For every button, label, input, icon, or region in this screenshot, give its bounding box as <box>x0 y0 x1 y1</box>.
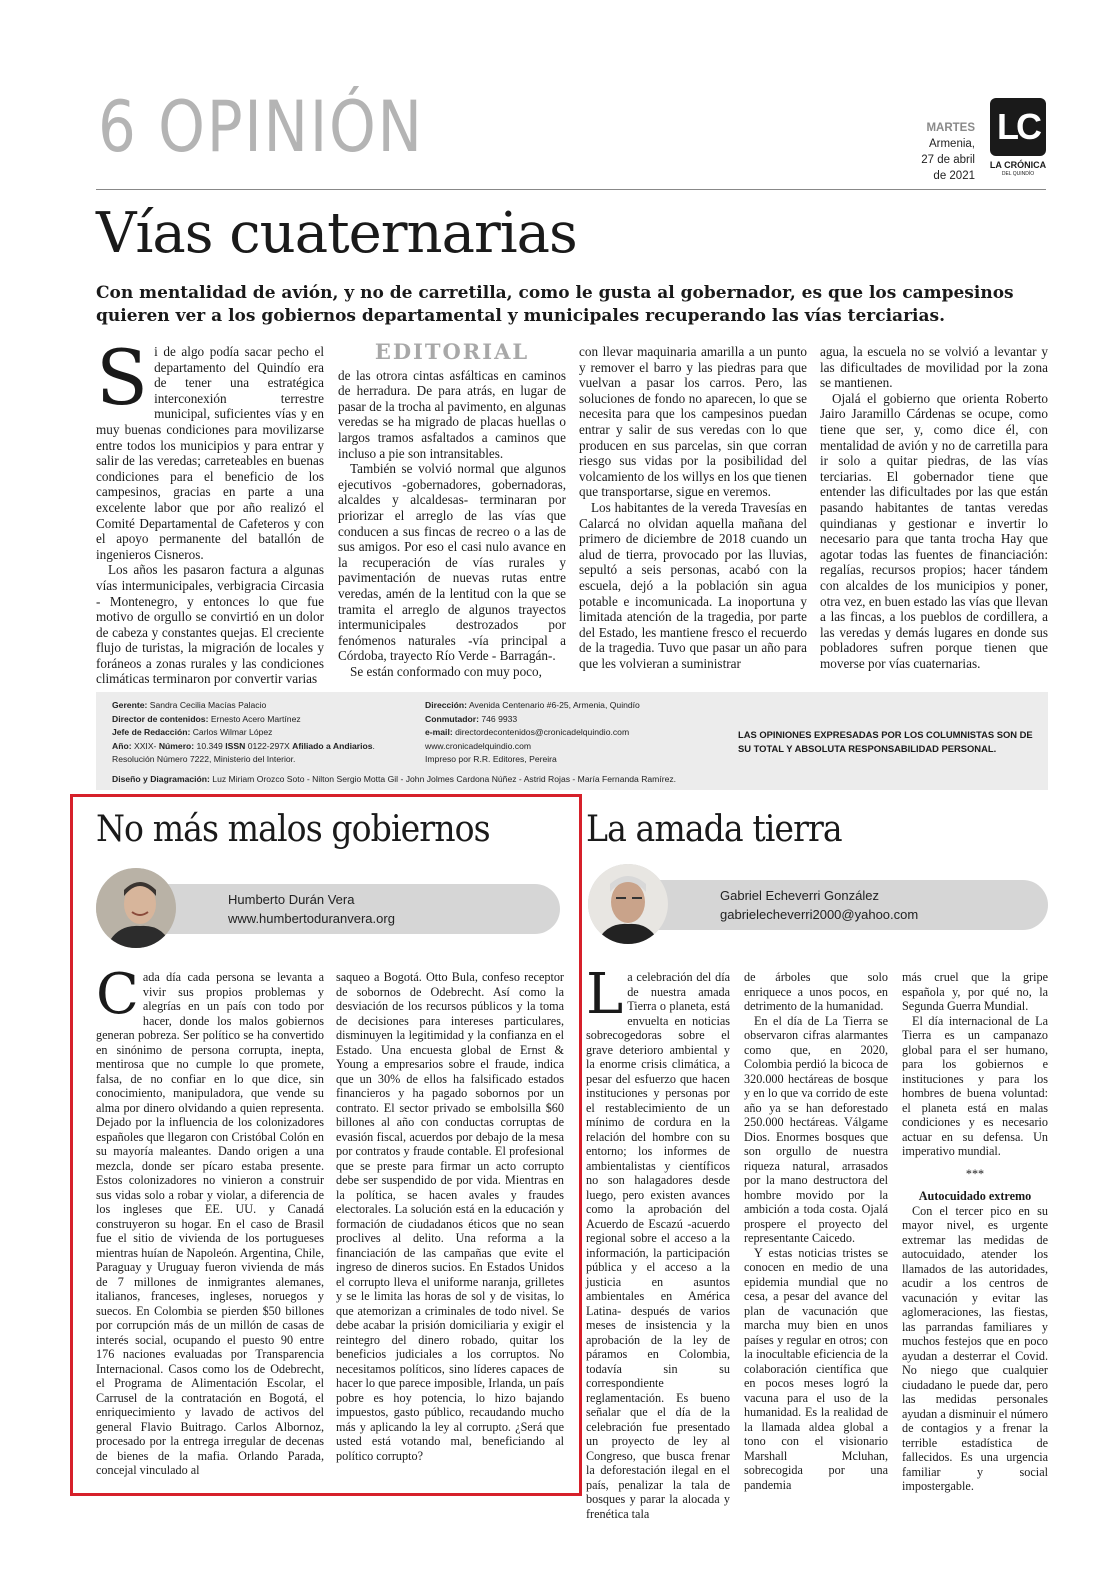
paragraph: de árboles que solo enriquece a unos pocos, en detrimento de la humanidad. <box>744 970 888 1013</box>
author-block-left <box>228 890 395 928</box>
email-link[interactable]: directordecontenidos@cronicadelquindio.com <box>455 727 630 737</box>
paragraph: a celebración del día de nuestra amada Tierra o planeta, está envuelta en noticias sobrecogedoras sobre el grave deterioro ambiental y la enorme crisis climática, a pesar del esfuerzo que hacen instituciones y personas por el restablecimiento de un mínimo de cordura en la relación del hombre con su entorno; los informes de ambientalistas y científicos no son halagadores desde luego, pero existen avances como la aprobación del Acuerdo de Escazú -acuerdo regional sobre el acceso a la información, la participación pública y el acceso a la justicia en asuntos ambientales en América Latina- después de varios meses de insistencia y la aprobación de la ley de páramos en Colombia, todavía sin su correspondiente reglamentación. Es bueno señalar que el día de la celebración fue presentado un proyecto de ley al Congreso, que busca frenar la deforestación ilegal en el país, penalizar la tala de bosques y parar la alocada y frenética tala <box>586 970 730 1521</box>
staff-value: Impreso por R.R. Editores, Pereira <box>425 754 557 764</box>
author-avatar-right <box>588 864 668 944</box>
editorial-column-4 <box>820 344 1048 671</box>
paragraph: agua, la escuela no se volvió a levantar y las dificultades de movilidad por la zona se mantienen. <box>820 344 1048 391</box>
dropcap: L <box>586 962 624 1027</box>
author-name: Humberto Durán Vera <box>228 892 355 907</box>
date-line-1: 27 de abril <box>921 154 975 166</box>
paragraph: También se volvió normal que algunos ejecutivos -gobernadores, gobernadoras, alcaldes y alcaldesas- terminaran por priorizar el arreglo de las vías que conducen a sus fincas de recreo o a las de sus amigos. Por eso el casi nulo avance en la recuperación de vías rurales y pavimentación de nuevas rutas entre veredas, amén de la lentitud con la que se tramita el arreglo de algunos trayectos intermunicipales destrozados por fenómenos naturales -vía principal a Córdoba, trayecto Río Verde - Barragán-. <box>338 461 566 664</box>
editorial-column-3 <box>579 344 807 671</box>
staff-value: Luz Miriam Orozco Soto - Nilton Sergio Motta Gil - John Jolmes Cardona Núñez - Astrid Rojas - María Fernanda Ramírez. <box>212 774 677 784</box>
issue-date <box>900 120 975 184</box>
paragraph: con llevar maquinaria amarilla a un punto y remover el barro y las piedras para que vuelvan a pasar los carros. Pero, las soluciones de fondo no aparecen, lo que se necesita para que los campesinos puedan entrar y salir de sus veredas con lo que producen en sus parcelas, sin que corran riesgo sus vidas por la posibilidad del volcamiento de los willys en los que tienen que transportarse, sigue en veremos. <box>579 344 807 500</box>
paragraph: i de algo podía sacar pecho el departamento del Quindío era de tener una estratégica interconexión terrestre municipal, suficientes vías y en muy buenas condiciones para movilizarse entre todos los municipios y para entrar y salir de las veredas; carreteables en buenas condiciones para el beneficio de los campesinos, gracias en parte a una excelente labor que por año realizó el Comité Departamental de Cafeteros y con el apoyo permanente del batallón de ingenieros Cisneros. <box>96 344 324 562</box>
staff-value: Carlos Wilmar López <box>192 727 273 737</box>
subheading: Autocuidado extremo <box>918 1189 1032 1203</box>
section-title: 6 OPINIÓN <box>98 86 424 168</box>
column-title-right: La amada tierra <box>586 809 842 850</box>
paragraph: saqueo a Bogotá. Otto Bula, confeso receptor de sobornos de Odebrecht. Así como la desviación de los recursos públicos y la toma de decisiones para intereses particulares, disminuyen la legitimidad y la confianza en el Estado. Una encuesta global de Ernst & Young a empresarios sobre el fraude, indica que un 30% de ellos ha falsificado estados financieros y ha pagado sobornos por un contrato. El sector privado se embolsilla $60 billones al año con conductas corruptas de evasión fiscal, acuerdos por debajo de la mesa por contratos y fraude contable. El profesional que se preste para firmar un acto corrupto debe ser suspendido de por vida. Mientras en la política, se hacen avales y fraudes electorales. La solución está en la educación y formación de ciudadanos éticos que no sean proclives al delito. Una reforma a la financiación de las campañas que evite el ingreso de dineros sucios. En Estados Unidos el corrupto lleva el uniforme naranja, grilletes y se le limita las horas de sol y de visitas, lo que atemorizan a criminales de todo nivel. Se debe acabar la prisión domiciliaria y exigir el reintegro del dinero robado, quitar los beneficios judiciales a los corruptos. No necesitamos políticos, sino líderes capaces de hacer lo que parece imposible, Irlanda, un país pobre es hoy potencia, lo hizo bajando impuestos, gasto público, recaudando mucho más y aplicando la ley al corrupto. ¿Será que usted está votando mal, beneficiando al político corrupto? <box>336 970 564 1463</box>
staff-value: Avenida Centenario #6-25, Armenia, Quindío <box>468 700 640 710</box>
staff-label: Diseño y Diagramación: <box>112 774 210 784</box>
staff-label: Número: <box>158 740 195 751</box>
dropcap: C <box>96 962 139 1027</box>
staff-label: Conmutador: <box>425 713 479 724</box>
staff-value: 0122-297X <box>247 740 290 751</box>
disclaimer: LAS OPINIONES EXPRESADAS POR LOS COLUMNISTAS SON DE SU TOTAL Y ABSOLUTA RESPONSABILIDAD PERSONAL. <box>738 729 1033 754</box>
staff-label: ISSN <box>225 740 246 751</box>
paragraph: Se están conformado con muy poco, <box>350 663 542 679</box>
masthead-left <box>112 699 412 767</box>
paragraph: Los habitantes de la vereda Travesías en Calarcá no olvidan aquella mañana del primero de diciembre de 2018 cuando un alud de tierra, provocado por las lluvias, sepultó a seis personas, acabó con la escuela, dejó a la población sin agua potable e incomunicada. La inoportuna y limitada atención de la tragedia, por parte del Estado, les mantiene fresco el recuerdo de la tragedia. Tuvo que pasar un año para que les volvieran a suministrar <box>579 499 807 671</box>
editorial-headline: Vías cuaternarias <box>96 201 577 266</box>
author-email[interactable]: gabrielecheverri2000@yahoo.com <box>720 907 919 922</box>
column-title-left: No más malos gobiernos <box>96 809 490 850</box>
staff-value: Ernesto Acero Martínez <box>210 713 301 724</box>
column-left-text-2 <box>336 970 564 1463</box>
paragraph: de las otrora cintas asfálticas en caminos de herradura. De para atrás, en lugar de pasar de la trocha al pavimento, en algunas veredas se ha migrado de placas huellas o largos tramos asfaltados a caminos que incluso a pie son intransitables. <box>338 367 566 461</box>
logo-subtitle: DEL QUINDÍO <box>1001 171 1035 177</box>
author-website[interactable]: www.humbertoduranvera.org <box>228 911 395 926</box>
design-credits <box>112 773 812 787</box>
paragraph: El día internacional de La Tierra es un campanazo global para el ser humano, para los gobiernos e instituciones y para los hombres de buena voluntad: el planeta está en malas condiciones y es necesario actuar en su defensa. Un imperativo mundial. <box>902 1013 1048 1158</box>
date-line-2: de 2021 <box>933 170 975 182</box>
masthead-right <box>425 699 725 767</box>
staff-label: Afiliado a Andiarios <box>292 740 373 751</box>
column-right-text-3 <box>902 970 1048 1494</box>
section-separator: *** <box>965 1166 985 1181</box>
staff-value: Resolución Número 7222, Ministerio del Interior. <box>112 754 296 764</box>
staff-label: Dirección: <box>425 700 468 710</box>
staff-value: 10.349 <box>196 740 223 751</box>
website-link[interactable]: www.cronicadelquindio.com <box>425 740 532 751</box>
staff-value: Sandra Cecilia Macías Palacio <box>149 700 267 710</box>
editorial-deck: Con mentalidad de avión, y no de carretilla, como le gusta al gobernador, es que los campesinos quieren ver a los gobiernos departamental y municipales recuperando las vías terciarias. <box>96 283 1014 326</box>
newspaper-logo-icon: LC <box>990 98 1046 156</box>
column-right-text-2 <box>744 970 888 1492</box>
staff-label: e-mail: <box>425 727 453 737</box>
paragraph: ada día cada persona se levanta a vivir sus propios problemas y alegrías en un país con todo por hacer, donde los malos gobiernos generan pobreza. Ser político se ha convertido en sinónimo de persona corrupta, inepta, mentirosa que no cumple lo que promete, falsa, de no confiar en lo que dice, sin conocimiento, manipuladora, que vende su alma por dinero olvidando a quien representa. Dejado por la influencia de los colonizadores españoles que llegaron con Cristóbal Colón en su mayoría maleantes. Dando origen a una mezcla, donde ser pícaro estaba presente. Estos colonizadores no vinieron a construir sus vidas solo a robar y violar, a diferencia de los ingleses que EE. UU. y Canadá construyeron su hogar. En el caso de Brasil fue el sitio de vivienda de los portugueses mientras huían de Napoleón. Argentina, Chile, Paraguay y Uruguay fueron vivienda de más de 7 millones de inmigrantes alemanes, italianos, franceses, ingleses, noruegos y suecos. En Colombia se pierden $50 billones por corrupción más de un millón de casas de interés social, ocupando el puesto 90 entre 176 naciones evaluadas por Transparencia Internacional. Casos como los de Odebrecht, el Programa de Alimentación Escolar, el Carrusel de la contratación en Bogotá, el enriquecimiento y lavado de activos del general Flavio Buitrago. Carlos Albornoz, procesado por la entrega irregular de decenas de bienes de la mafia. Orlando Parada, concejal vinculado al <box>96 970 324 1477</box>
author-name: Gabriel Echeverri González <box>720 888 879 903</box>
header-divider <box>96 189 1046 190</box>
author-photo-icon <box>588 864 668 944</box>
editorial-column-1 <box>96 333 324 687</box>
staff-label: Gerente: <box>112 700 148 710</box>
logo-name: LA CRÓNICA <box>989 160 1047 170</box>
author-photo-icon <box>96 868 176 948</box>
staff-label: Director de contenidos: <box>112 713 209 724</box>
paragraph: más cruel que la gripe española y, por qué no, la Segunda Guerra Mundial. <box>902 970 1048 1013</box>
staff-label: Año: <box>112 740 132 751</box>
author-avatar-left <box>96 868 176 948</box>
staff-label: Jefe de Redacción: <box>112 727 191 737</box>
weekday: MARTES <box>926 122 975 134</box>
paragraph: Y estas noticias tristes se conocen en medio de una epidemia mundial que no cesa, a pesar del avance del plan de vacunación que marcha muy bien en unos países y regular en otros; con la inocultable eficiencia de la colaboración científica que en pocos meses logró la vacuna para el uso de la humanidad. Es la realidad de la llamada aldea global a tono con el visionario Marshall Mcluhan, sobrecogida por una pandemia <box>744 1245 888 1492</box>
paragraph: En el día de La Tierra se observaron cifras alarmantes como que, en 2020, Colombia perdió la bicoca de 320.000 hectáreas de bosque y en lo que va corrido de este año ya se han deforestado 250.000 hectáreas. Válgame Dios. Enormes bosques que son orgullo de nuestra riqueza natural, arrasados por la mano destructora del hombre movido por la ambición a toda costa. Ojalá prospere el proyecto del representante Caicedo. <box>744 1013 888 1245</box>
column-left-text-1 <box>96 962 324 1478</box>
staff-value: . <box>372 740 375 751</box>
dropcap: S <box>96 333 149 422</box>
paragraph: Ojalá el gobierno que orienta Roberto Jairo Jaramillo Cárdenas se ocupe, como tiene que ser, y, como dice él, con mentalidad de avión y no de carretilla para ir solo a quitar piedras, de las vías terciarias. El gobernador tiene que entender las dificultades por las que están pasando habitantes de tantas veredas quindianas y gestionar e invertir lo necesario para que tanta trocha Hay que agotar todas las fuentes de financiación: regalías, recursos propios; hacer tándem con alcaldes de los municipios y poner, otra vez, en buen estado las vías que llevan a las fincas, a los pueblos de cordillera, a las veredas y demás lugares en donde sus pobladores sufren porque tienen que moverse por vías cuaternarias. <box>820 390 1048 671</box>
paragraph: Con el tercer pico en su mayor nivel, es urgente extremar las medidas de autocuidado, atender los llamados de las autoridades, acudir a los centros de vacunación y evitar las aglomeraciones, las fiestas, las parrandas familiares y muchos festejos que en poco ayudan a desterrar el Covid. No niego que cualquier ciudadano le puede dar, pero las medidas personales ayudan a disminuir el número de contagios y a frenar la terrible estadística de fallecidos. Es una urgencia familiar y social impostergable. <box>902 1203 1048 1493</box>
paragraph: Los años les pasaron factura a algunas vías intermunicipales, verbigracia Circasia - Montenegro, y entonces lo que fue motivo de orgullo se convirtió en un dolor de cabeza y constantes quejas. El creciente flujo de turistas, la migración de locales y foráneos a zonas rurales y las condiciones climáticas terminaron por convertir varias <box>96 562 324 687</box>
author-block-right <box>720 886 918 924</box>
column-right-text-1 <box>586 962 730 1521</box>
staff-value: XXIX- <box>133 740 157 751</box>
staff-value: 746 9933 <box>481 713 518 724</box>
city: Armenia, <box>928 138 975 150</box>
editorial-column-2 <box>338 339 566 679</box>
editorial-label: EDITORIAL <box>374 339 530 364</box>
